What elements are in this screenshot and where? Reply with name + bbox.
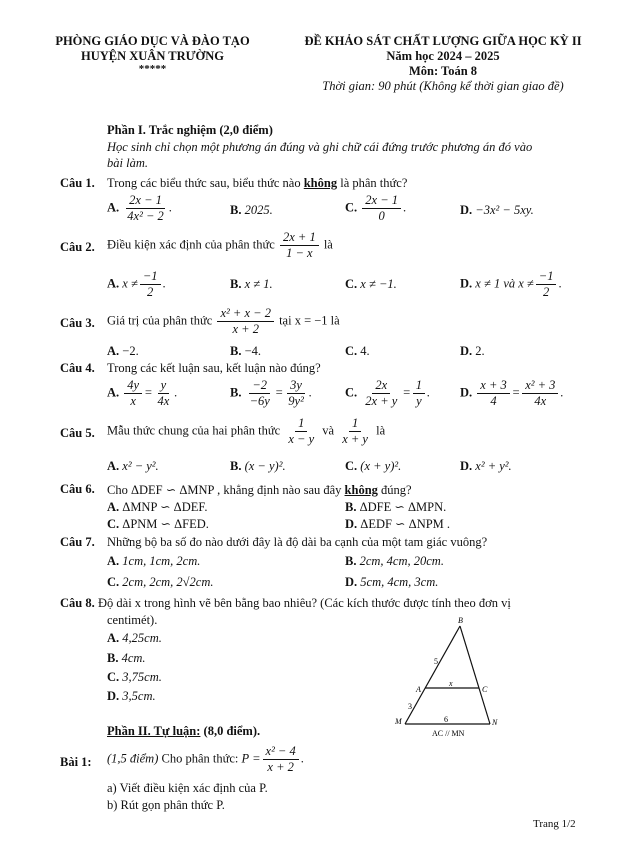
q6-text: Cho ΔDEF ∽ ΔMNP , khẳng định nào sau đây không đúng? — [107, 483, 412, 497]
header-left-line2: HUYỆN XUÂN TRƯỜNG — [80, 49, 225, 63]
q7-option-a: A. 1cm, 1cm, 2cm. — [107, 554, 201, 568]
q1-option-a: A. $\frac{2x - 1}{\text{4x² − 2}}$ . — [107, 193, 172, 223]
q4-option-a: A. $\frac{4y}{x}$ = $\frac{y}{4x}$ . — [107, 378, 178, 408]
q3-label: Câu 3. — [60, 316, 95, 330]
fig-length-5: 5 — [434, 657, 438, 666]
bai1-part-b: b) Rút gọn phân thức P. — [107, 798, 225, 812]
q4-text: Trong các kết luận sau, kết luận nào đúng? — [107, 361, 321, 375]
q1-option-d: D. −3x² − 5xy. — [460, 203, 534, 217]
q6-option-b: B. ΔDFE ∽ ΔMPN. — [345, 500, 447, 514]
q2-label: Câu 2. — [60, 240, 95, 254]
q3-option-a: A. −2. — [107, 344, 139, 358]
fig-label-a: A — [416, 685, 421, 694]
q3-option-c: C. 4. — [345, 344, 370, 358]
header-right-line2: Năm học 2024 – 2025 — [386, 49, 500, 63]
part1-instr1: Học sinh chỉ chọn một phương án đúng và ghi chữ cái đứng trước phương án đó vào — [107, 140, 533, 154]
header-right-line4: Thời gian: 90 phút (Không kể thời gian giao đề) — [322, 79, 564, 93]
header-right-line1: ĐỀ KHẢO SÁT CHẤT LƯỢNG GIỮA HỌC KỲ II — [304, 34, 582, 48]
header-right-line3: Môn: Toán 8 — [408, 64, 478, 78]
q5-label: Câu 5. — [60, 426, 95, 440]
q5-text: Mẫu thức chung của hai phân thức $\frac{1}{x - y}$ và $\frac{1}{x + y}$ là — [107, 416, 386, 446]
q8-option-a: A. 4,25cm. — [107, 631, 162, 645]
q8-label: Câu 8. — [60, 596, 95, 610]
q8-option-c: C. 3,75cm. — [107, 670, 162, 684]
fig-label-c: C — [482, 685, 488, 694]
part2-title: Phần II. Tự luận: (8,0 điểm). — [107, 724, 261, 738]
q7-label: Câu 7. — [60, 535, 95, 549]
q8-text1: Độ dài x trong hình vẽ bên bằng bao nhiêu? (Các kích thước được tính theo đơn vị — [98, 596, 511, 610]
q6-option-d: D. ΔEDF ∽ ΔNPM . — [345, 517, 451, 531]
bai1-part-a: a) Viết điều kiện xác định của P. — [107, 781, 268, 795]
part1-instr2: bài làm. — [107, 156, 148, 170]
q4-label: Câu 4. — [60, 361, 95, 375]
q2-option-a: A. x ≠ $\frac{-1}{2}$ . — [107, 269, 166, 299]
q2-option-b: B. x ≠ 1. — [230, 277, 273, 291]
q6-option-c: C. ΔPNM ∽ ΔFED. — [107, 517, 209, 531]
q3-option-d: D. 2. — [460, 344, 485, 358]
q7-option-b: B. 2cm, 4cm, 20cm. — [345, 554, 444, 568]
q4-option-b: B. $\frac{-2}{-6y}$ = $\frac{3y}{\text{9y²}}$ . — [230, 378, 312, 408]
q8-option-d: D. 3,5cm. — [107, 689, 156, 703]
q7-text: Những bộ ba số đo nào dưới đây là độ dài ba cạnh của một tam giác vuông? — [107, 535, 488, 549]
fig-side-bm — [405, 626, 460, 724]
page-number: Trang 1/2 — [533, 818, 576, 830]
q2-option-c: C. x ≠ −1. — [345, 277, 397, 291]
part1-title: Phần I. Trắc nghiệm (2,0 điểm) — [107, 123, 273, 137]
fig-length-3: 3 — [408, 702, 412, 711]
fig-label-b: B — [458, 616, 463, 625]
q5-option-c: C. (x + y)². — [345, 459, 402, 473]
q3-option-b: B. −4. — [230, 344, 262, 358]
q8-option-b: B. 4cm. — [107, 651, 146, 665]
q1-text: Trong các biểu thức sau, biểu thức nào không là phân thức? — [107, 176, 408, 190]
header-left-line3: ***** — [138, 63, 167, 75]
fig-caption: AC // MN — [432, 729, 465, 738]
fig-length-6: 6 — [444, 715, 448, 724]
q1-option-c: C. $\frac{2x - 1}{0}$ . — [345, 193, 407, 223]
q5-option-b: B. (x − y)². — [230, 459, 286, 473]
q2-text: Điều kiện xác định của phân thức $\frac{2x + 1}{1 - x}$ là — [107, 230, 333, 260]
q7-option-d: D. 5cm, 4cm, 3cm. — [345, 575, 439, 589]
q5-option-a: A. x² − y². — [107, 459, 159, 473]
q3-text: Giá trị của phân thức $\frac{\text{x² + x − 2}}{x + 2}$ tại x = −1 là — [107, 306, 340, 336]
bai1-label: Bài 1: — [60, 755, 92, 769]
q7-option-c: C. 2cm, 2cm, 2√2cm. — [107, 575, 214, 589]
q8-triangle-figure — [385, 612, 515, 742]
q2-option-d: D. x ≠ 1 và x ≠ $\frac{-1}{2}$ . — [460, 269, 562, 299]
q8-text2: centimét). — [107, 613, 158, 627]
q4-option-d: D. $\frac{x + 3}{4}$ = $\frac{\text{x² + 3}}{4x}$ . — [460, 378, 564, 408]
fig-label-n: N — [492, 718, 498, 727]
q4-option-c: C. $\frac{2x}{2x + y}$ = $\frac{1}{y}$ . — [345, 378, 431, 408]
fig-length-x: x — [449, 679, 453, 688]
q1-label: Câu 1. — [60, 176, 95, 190]
q6-option-a: A. ΔMNP ∽ ΔDEF. — [107, 500, 208, 514]
header-left-line1: PHÒNG GIÁO DỤC VÀ ĐÀO TẠO — [55, 34, 250, 48]
q6-label: Câu 6. — [60, 482, 95, 496]
fig-label-m: M — [395, 717, 402, 726]
bai1-text: (1,5 điểm) Cho phân thức: P = $\frac{\text{x² − 4}}{x + 2}$ . — [107, 744, 304, 774]
fig-side-bn — [460, 626, 490, 724]
q1-option-b: B. 2025. — [230, 203, 273, 217]
q5-option-d: D. x² + y². — [460, 459, 512, 473]
